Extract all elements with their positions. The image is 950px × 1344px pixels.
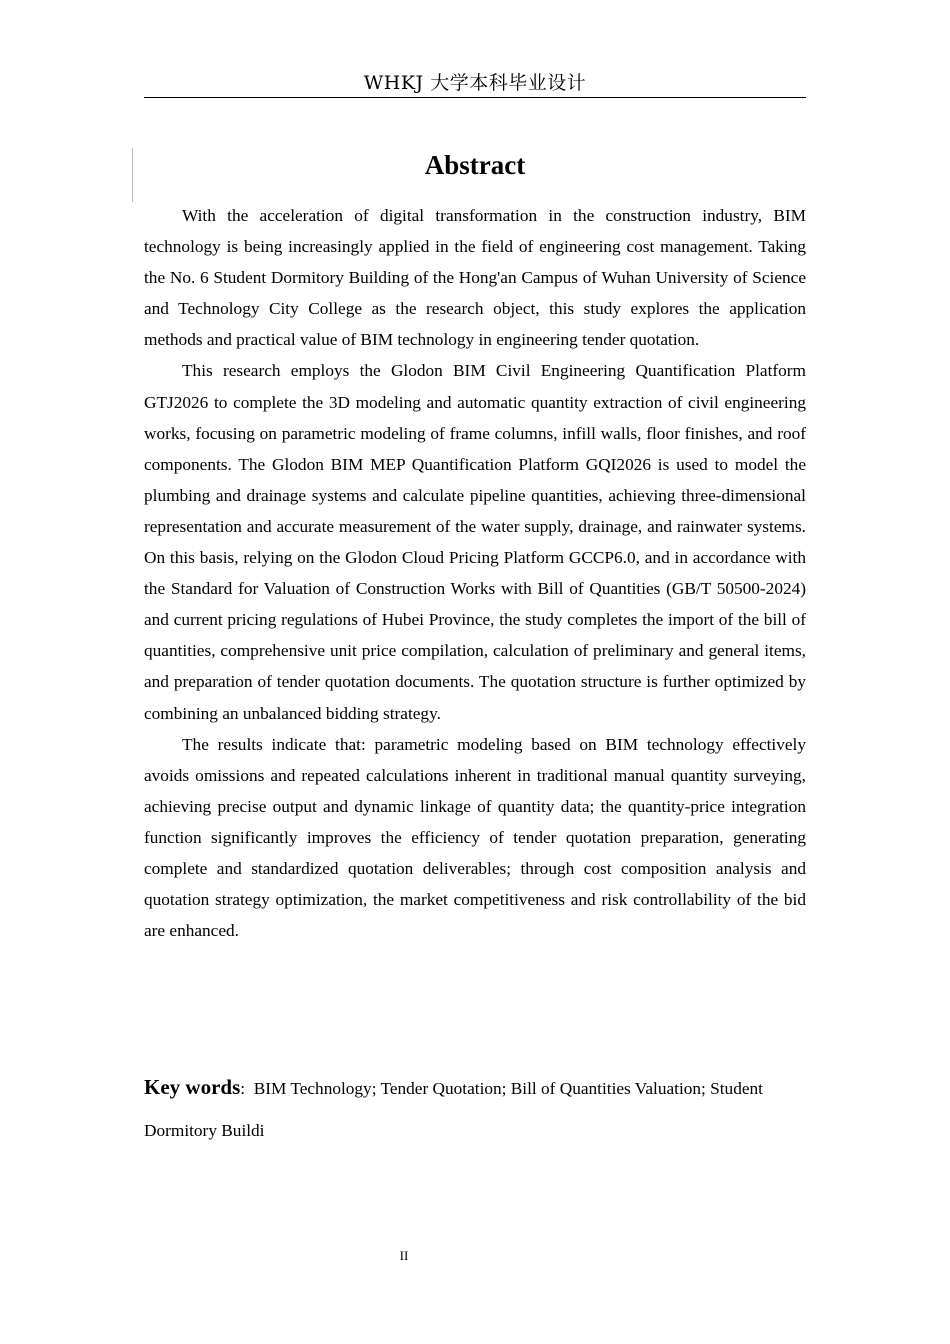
keywords-separator: : [240,1079,246,1098]
abstract-paragraph-1: With the acceleration of digital transformation in the construction industry, BIM technology is being increasingly applied in the field of engineering cost management. Taking the No. 6 Student Dormitory Building of the Hong'an Campus of Wuhan University of Science and Technology City College as the research object, this study explores the application methods and practical value of BIM technology in engineering tender quotation. [144,206,806,350]
header-title: WHKJ 大学本科毕业设计 [363,72,587,94]
page-header [144,70,806,98]
abstract-body [144,200,806,946]
margin-mark [132,148,133,202]
abstract-title: Abstract [424,150,526,180]
keywords-section [144,1066,806,1152]
abstract-paragraph-2: This research employs the Glodon BIM Civil Engineering Quantification Platform GTJ2026 to complete the 3D modeling and automatic quantity extraction of civil engineering works, focusing on parametric modeling of frame columns, infill walls, floor finishes, and roof components. The Glodon BIM MEP Quantification Platform GQI2026 is used to model the plumbing and drainage systems and calculate pipeline quantities, achieving three-dimensional representation and accurate measurement of the water supply, drainage, and rainwater systems. On this basis, relying on the Glodon Cloud Pricing Platform GCCP6.0, and in accordance with the Standard for Valuation of Construction Works with Bill of Quantities (GB/T 50500-2024) and current pricing regulations of Hubei Province, the study completes the import of the bill of quantities, comprehensive unit price compilation, calculation of preliminary and general items, and preparation of tender quotation documents. The quotation structure is further optimized by combining an unbalanced bidding strategy. [144,361,806,723]
abstract-paragraph-3: The results indicate that: parametric modeling based on BIM technology effectively avoids omissions and repeated calculations inherent in traditional manual quantity surveying, achieving precise output and dynamic linkage of quantity data; the quantity-price integration function significantly improves the efficiency of tender quotation preparation, generating complete and standardized quotation deliverables; through cost composition analysis and quotation strategy optimization, the market competitiveness and risk controllability of the bid are enhanced. [144,734,806,941]
keywords-value: BIM Technology; Tender Quotation; Bill of Quantities Valuation; Student Dormitory Buildi [144,1079,763,1140]
keywords-label: Key words [144,1075,241,1099]
page-number: II [399,1248,409,1263]
